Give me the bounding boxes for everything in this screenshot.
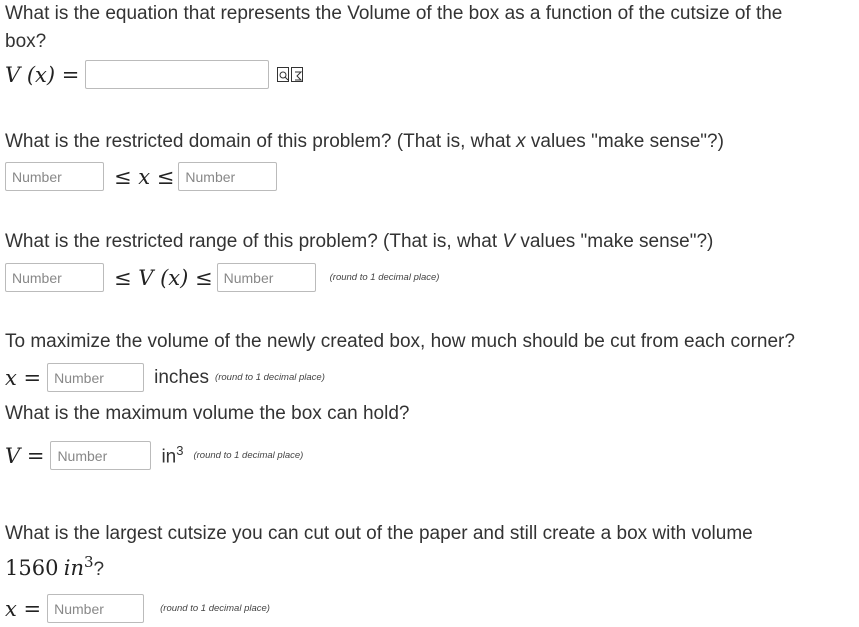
range-rounding-note: (round to 1 decimal place): [329, 272, 440, 283]
question-6-text: [5, 520, 753, 584]
help-icon[interactable]: [291, 67, 303, 82]
question-1-line-2: box?: [5, 31, 47, 52]
range-lower-input[interactable]: [5, 263, 104, 292]
range-inequality-label: ≤ V (x) ≤: [114, 265, 213, 290]
cut-size-label: x =: [5, 365, 42, 390]
domain-inequality-label: ≤ x ≤: [114, 164, 175, 189]
largest-cut-label: x =: [5, 596, 42, 621]
max-volume-label: V =: [5, 443, 45, 468]
cut-size-unit: inches: [154, 366, 210, 388]
question-2-text: [5, 128, 724, 156]
largest-cut-rounding-note: (round to 1 decimal place): [160, 603, 270, 614]
question-2-text-pre: What is the restricted domain of this problem? (That is, what: [5, 131, 517, 152]
question-3-var: V: [502, 231, 516, 252]
question-3-text-pre: What is the restricted range of this problem? (That is, what: [5, 231, 503, 252]
domain-lower-input[interactable]: [5, 162, 104, 191]
max-volume-unit-base: in: [161, 446, 177, 468]
target-volume-unit-base: in: [63, 556, 84, 580]
range-upper-input[interactable]: [217, 263, 316, 292]
target-volume-unit: [63, 553, 94, 580]
question-3-answer-row: [5, 263, 439, 292]
question-2-text-post: values "make sense"?): [525, 131, 724, 152]
cut-size-rounding-note: (round to 1 decimal place): [215, 372, 325, 383]
volume-equation-input[interactable]: [85, 60, 269, 89]
question-5-text: What is the maximum volume the box can hold?: [5, 403, 410, 424]
question-1-text: [5, 0, 782, 56]
question-3-text-post: values "make sense"?): [515, 231, 714, 252]
question-4-text: To maximize the volume of the newly created box, how much should be cut from each corner?: [5, 331, 795, 352]
question-3-text: [5, 228, 713, 256]
question-4-answer-row: [5, 363, 325, 392]
largest-cut-input[interactable]: [47, 594, 144, 623]
question-6-end: ?: [93, 559, 105, 580]
volume-function-label: V (x) =: [5, 62, 80, 87]
preview-icon[interactable]: [277, 67, 289, 82]
max-volume-rounding-note: (round to 1 decimal place): [193, 450, 304, 461]
question-6-line-1: What is the largest cutsize you can cut out of the paper and still create a box with volume: [5, 523, 753, 544]
question-2-answer-row: [5, 162, 277, 191]
question-1-answer-row: [5, 60, 303, 89]
question-2-var: x: [516, 131, 526, 152]
target-volume-value: 1560: [5, 556, 59, 580]
cut-size-input[interactable]: [47, 363, 144, 392]
max-volume-input[interactable]: [50, 441, 151, 470]
question-5-answer-row: [5, 441, 303, 470]
question-6-answer-row: [5, 594, 270, 623]
target-volume-unit-exponent: 3: [83, 553, 94, 571]
question-1-line-1: What is the equation that represents the Volume of the box as a function of the cutsize of the: [5, 3, 783, 24]
max-volume-unit-exponent: 3: [176, 442, 184, 458]
max-volume-unit: [161, 443, 183, 468]
domain-upper-input[interactable]: [178, 162, 277, 191]
